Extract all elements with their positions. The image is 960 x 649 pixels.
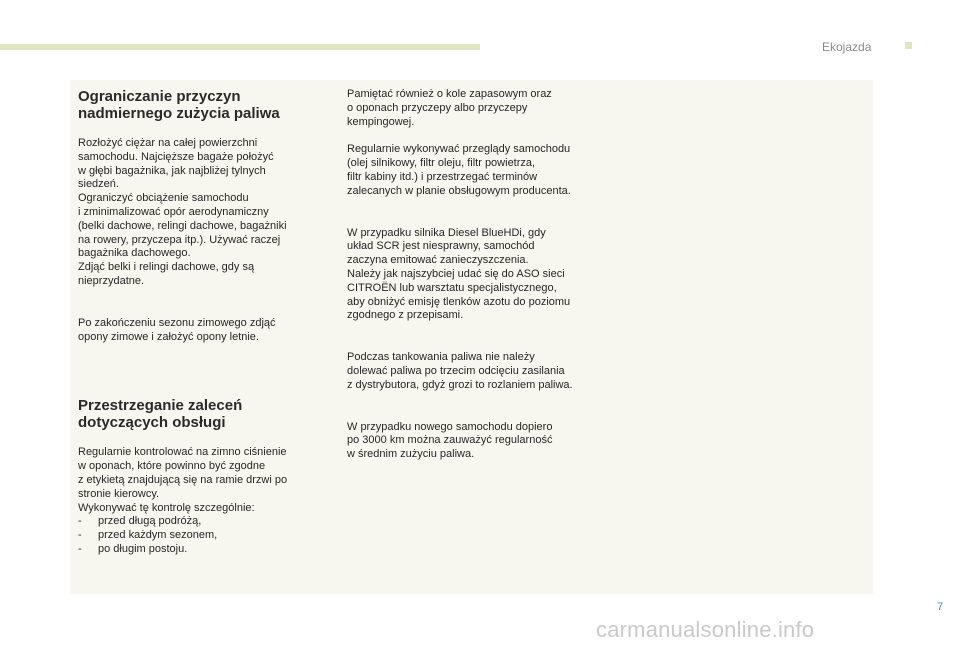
- check-list: [78, 515, 323, 556]
- paragraph-pressure: Regularnie kontrolować na zimno ciśnienie w oponach, które powinno być zgodne z etykietą znajdującą się na ramie drzwi po stronie kierowcy. Wykonywać tę kontrolę szczególnie:: [78, 446, 288, 514]
- paragraph-bluehdi: W przypadku silnika Diesel BlueHDi, gdy układ SCR jest niesprawny, samochód zaczyna emitować zanieczyszczenia. Należy jak najszybciej udać się do ASO sieci CITROËN lub warsztatu specjalistycznego, aby obniżyć emisję tlenków azotu do poziomu zgodnego z przepisami.: [347, 226, 571, 322]
- section-label: Ekojazda: [822, 40, 872, 54]
- heading-fuel-reduction: Ograniczanie przyczyn nadmiernego zużycia paliwa: [78, 88, 280, 122]
- list-item: - przed długą podróżą,: [78, 515, 323, 529]
- list-item: - po długim postoju.: [78, 543, 323, 557]
- paragraph-new-car: W przypadku nowego samochodu dopiero po 3000 km można zauważyć regularność w średnim zużyciu paliwa.: [347, 420, 553, 461]
- paragraph-load: Rozłożyć ciężar na całej powierzchni samochodu. Najcięższe bagaże położyć w głębi bagażnika, jak najbliżej tylnych siedzeń. Ograniczyć obciążenie samochodu i zminimalizować opór aerodynamiczny (belki dachowe, relingi dachowe, bagażniki na rowery, przyczepa itp.). Używać raczej bagażnika dachowego. Zdjąć belki i relingi dachowe, gdy są nieprzydatne.: [78, 137, 287, 287]
- right-column: [347, 88, 612, 462]
- paragraph-refuelling: Podczas tankowania paliwa nie należy dolewać paliwa po trzecim odcięciu zasilania z dystrybutora, gdyż grozi to rozlaniem paliwa.: [347, 351, 573, 391]
- section-marker: [905, 42, 912, 49]
- paragraph-tyres: Po zakończeniu sezonu zimowego zdjąć opony zimowe i założyć opony letnie.: [78, 316, 276, 343]
- paragraph-service: Regularnie wykonywać przeglądy samochodu (olej silnikowy, filtr oleju, filtr powietrza, filtr kabiny itd.) i przestrzegać terminów zalecanych w planie obsługowym producenta.: [347, 143, 571, 197]
- page-number: 7: [937, 601, 944, 613]
- content-panel: [70, 80, 873, 594]
- list-item: - przed każdym sezonem,: [78, 529, 323, 543]
- paragraph-spare-wheel: Pamiętać również o kole zapasowym oraz o oponach przyczepy albo przyczepy kempingowej.: [347, 88, 552, 128]
- header-accent-bar: [0, 44, 480, 50]
- watermark: carmanualsonline.info: [596, 617, 815, 642]
- heading-maintenance: Przestrzeganie zaleceń dotyczących obsługi: [78, 397, 243, 432]
- left-column: [78, 88, 323, 557]
